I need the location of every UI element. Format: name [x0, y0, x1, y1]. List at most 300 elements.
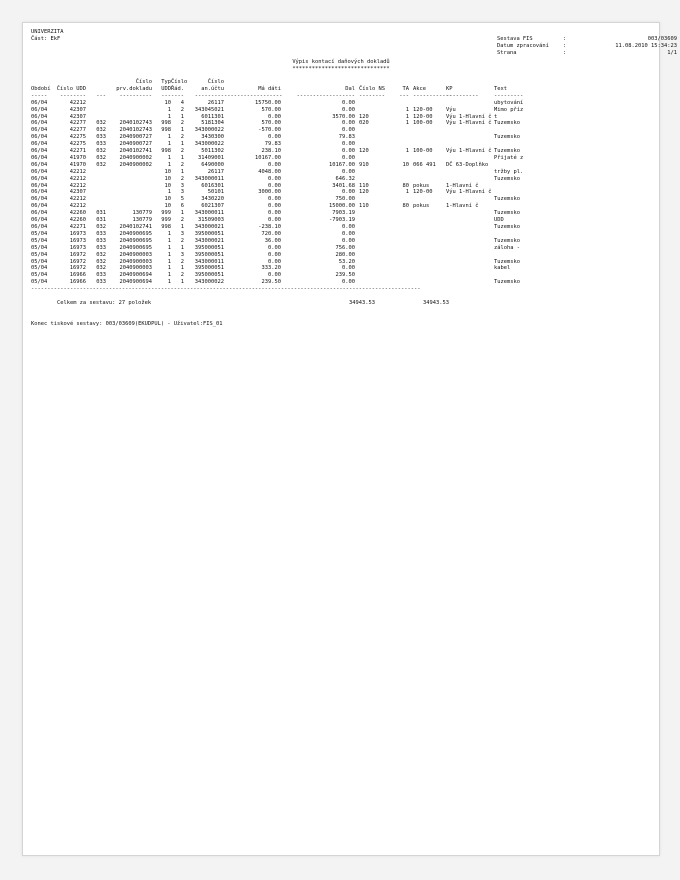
separator-segment: ---	[96, 92, 106, 99]
table-row	[31, 210, 651, 217]
cell-line-number: 3	[180, 189, 184, 196]
cell-udd-type: 1	[167, 251, 171, 258]
cell-account: 343000011	[194, 175, 224, 182]
cell-primary-document: 2040900003	[119, 265, 152, 272]
cell-line-number: 6	[180, 203, 184, 210]
column-header-line1	[31, 79, 52, 86]
column-header-line1	[86, 79, 106, 86]
cell-period: 05/04	[31, 244, 48, 251]
cell-activity-type: 1	[405, 106, 409, 113]
cell-action: 120-00	[413, 106, 433, 113]
cell-account: 343000022	[194, 127, 224, 134]
column-header-series	[86, 79, 106, 93]
cell-primary-document: 2040900727	[119, 134, 152, 141]
cell-account: 6021307	[201, 203, 224, 210]
cell-kp: Výu	[446, 106, 456, 113]
cell-udd-number: 42260	[69, 210, 86, 217]
column-header-line1	[52, 79, 86, 86]
cell-udd-type: 1	[167, 272, 171, 279]
table-row	[31, 196, 651, 203]
header-left	[31, 29, 63, 43]
cell-primary-document: 2040102741	[119, 148, 152, 155]
cell-debit: 333.20	[261, 265, 281, 272]
cell-credit: 0.00	[342, 265, 355, 272]
cell-line-number: 1	[180, 168, 184, 175]
cell-account: 6011301	[201, 113, 224, 120]
column-header-primary-document	[106, 79, 152, 93]
column-header-line1: Číslo	[207, 79, 224, 85]
column-header-line1	[359, 79, 391, 86]
cell-udd-number: 42275	[69, 134, 86, 141]
cell-period: 05/04	[31, 258, 48, 265]
cell-line-number: 5	[180, 196, 184, 203]
table-row	[31, 245, 651, 252]
column-header-account	[184, 79, 224, 93]
cell-debit: 4048.00	[258, 168, 281, 175]
cell-udd-number: 16972	[69, 265, 86, 272]
cell-account: 5181304	[201, 120, 224, 127]
table-row	[31, 162, 651, 169]
table-row	[31, 265, 651, 272]
cell-udd-number: 42212	[69, 196, 86, 203]
cell-line-number: 2	[180, 134, 184, 141]
cell-udd-type: 1	[167, 237, 171, 244]
cell-udd-type: 1	[167, 230, 171, 237]
cell-period: 06/04	[31, 210, 48, 217]
cell-series: 032	[96, 224, 106, 231]
table-row	[31, 127, 651, 134]
cell-account: 31509003	[198, 217, 224, 224]
cell-udd-number: 42277	[69, 120, 86, 127]
cell-debit: 0.00	[268, 161, 281, 168]
column-header-line-number	[171, 79, 188, 93]
cell-account: 343045021	[194, 106, 224, 113]
cell-line-number: 1	[180, 279, 184, 286]
cell-debit: 0.00	[268, 251, 281, 258]
cell-period: 06/04	[31, 182, 48, 189]
cell-line-number: 1	[180, 113, 184, 120]
cell-line-number: 3	[180, 182, 184, 189]
cell-account: 343000021	[194, 237, 224, 244]
cell-line-number: 1	[180, 244, 184, 251]
separator-segment: ---	[399, 92, 409, 99]
table-row	[31, 114, 651, 121]
cell-credit: 10167.00	[329, 161, 355, 168]
cell-account: 343000011	[194, 258, 224, 265]
cell-activity-type: 1	[405, 120, 409, 127]
cell-debit: 570.00	[261, 106, 281, 113]
date-label: Datum zpracování	[496, 42, 549, 49]
table-row	[31, 189, 651, 196]
cell-primary-document: 2040900727	[119, 141, 152, 148]
column-header-line2: Text	[494, 85, 507, 92]
cell-account: 343000022	[194, 279, 224, 286]
cell-credit: 0.00	[342, 279, 355, 286]
cell-debit: 0.00	[268, 258, 281, 265]
cell-debit: 0.00	[268, 196, 281, 203]
cell-debit: 720.00	[261, 230, 281, 237]
cell-period: 06/04	[31, 141, 48, 148]
cell-udd-type: 1	[167, 106, 171, 113]
cell-line-number: 2	[180, 272, 184, 279]
cell-primary-document: 2040102743	[119, 127, 152, 134]
cell-period: 06/04	[31, 168, 48, 175]
separator-segment: ------------	[413, 92, 452, 99]
report-id-row	[471, 29, 677, 42]
cell-credit: 0.00	[342, 224, 355, 231]
cell-udd-type: 998	[161, 120, 171, 127]
cell-series: 032	[96, 127, 106, 134]
cell-text: Tuzemsko	[494, 237, 520, 244]
table-row	[31, 224, 651, 231]
cell-credit: 280.00	[335, 251, 355, 258]
column-header-line2: Dal	[345, 85, 355, 92]
cell-account: 31409001	[198, 154, 224, 161]
cell-udd-number: 42212	[69, 168, 86, 175]
cell-udd-number: 42271	[69, 224, 86, 231]
cell-account: 26117	[207, 168, 224, 175]
cell-debit: 0.00	[268, 210, 281, 217]
page-value: 1/1	[667, 49, 677, 56]
cell-series: 033	[96, 244, 106, 251]
cell-cost-center: 910	[359, 161, 369, 168]
cell-text: záloha -	[494, 244, 520, 251]
cell-text: Tuzemsko	[494, 196, 520, 203]
cell-line-number: 1	[180, 210, 184, 217]
cell-credit: 53.20	[338, 258, 355, 265]
cell-text: Tuzemsko	[494, 120, 520, 127]
cell-account: 395000051	[194, 244, 224, 251]
cell-series: 032	[96, 148, 106, 155]
cell-line-number: 1	[180, 265, 184, 272]
cell-account: 26117	[207, 99, 224, 106]
cell-udd-type: 1	[167, 279, 171, 286]
cell-period: 06/04	[31, 134, 48, 141]
cell-text: Tuzemsko	[494, 175, 520, 182]
table-row	[31, 100, 651, 107]
cell-udd-number: 42307	[69, 189, 86, 196]
cell-credit: 3401.68	[332, 182, 355, 189]
end-of-report: Konec tiskové sestavy: 003/03609(EKUDPUL) - Uživatel:FIS_01	[31, 320, 223, 327]
cell-text: Tuzemsko	[494, 224, 520, 231]
cell-line-number: 1	[180, 127, 184, 134]
cell-kp: 1-Hlavní č	[446, 182, 479, 189]
date-value: 11.08.2010 15:34:23	[615, 42, 677, 49]
cell-debit: 239.50	[261, 279, 281, 286]
cell-series: 033	[96, 279, 106, 286]
cell-account: 343000022	[194, 141, 224, 148]
separator-segment: ----------	[446, 92, 479, 99]
header-separator	[31, 93, 651, 100]
cell-period: 05/04	[31, 279, 48, 286]
report-title: Výpis kontací daňových dokladů	[292, 59, 390, 65]
column-header-line2: an.účtu	[201, 85, 224, 92]
cell-text: tržby pl.	[494, 168, 524, 175]
cell-udd-number: 42260	[69, 217, 86, 224]
table-row	[31, 176, 651, 183]
report-colon: :	[562, 35, 567, 42]
cell-kp: Výu 1-Hlavní č	[446, 189, 492, 196]
report-label: Sestava FIS	[496, 35, 533, 42]
cell-series: 032	[96, 258, 106, 265]
column-header-cost-center	[355, 79, 391, 93]
cell-debit: 15750.00	[255, 99, 281, 106]
column-header-line1	[224, 79, 281, 86]
cell-udd-type: 1	[167, 244, 171, 251]
cell-line-number: 2	[180, 217, 184, 224]
cell-series: 031	[96, 217, 106, 224]
cell-text: UDD	[494, 217, 504, 224]
cell-udd-number: 42307	[69, 106, 86, 113]
cell-udd-number: 42212	[69, 175, 86, 182]
cell-credit: 0.00	[342, 127, 355, 134]
bottom-separator: ------------------------------------------------------------------------------------------------------------------------	[31, 286, 421, 292]
cell-line-number: 1	[180, 224, 184, 231]
column-header-line1	[446, 79, 490, 86]
cell-udd-type: 1	[167, 265, 171, 272]
cell-primary-document: 2040102743	[119, 120, 152, 127]
cell-cost-center: 110	[359, 203, 369, 210]
separator-segment: --------	[359, 92, 385, 99]
cell-debit: 0.00	[268, 272, 281, 279]
separator-segment: ------------------	[224, 92, 283, 99]
cell-line-number: 1	[180, 154, 184, 161]
separator-segment: ---------	[494, 92, 524, 99]
cell-period: 06/04	[31, 175, 48, 182]
cell-udd-type: 1	[167, 258, 171, 265]
cell-debit: 0.00	[268, 244, 281, 251]
cell-line-number: 2	[180, 106, 184, 113]
cell-cost-center: 120	[359, 148, 369, 155]
cell-cost-center: 120	[359, 113, 369, 120]
column-header-line2: Období	[31, 85, 51, 92]
cell-udd-type: 10	[164, 168, 171, 175]
cell-kp: Výu 1-Hlavní č	[446, 113, 492, 120]
cell-udd-type: 999	[161, 217, 171, 224]
column-header-line1	[281, 79, 355, 86]
cell-credit: 750.00	[335, 196, 355, 203]
cell-primary-document: 130779	[132, 210, 152, 217]
cell-udd-number: 16966	[69, 272, 86, 279]
table-row	[31, 259, 651, 266]
cell-period: 06/04	[31, 106, 48, 113]
cell-account: 50101	[207, 189, 224, 196]
cell-action: 120-00	[413, 113, 433, 120]
table-row	[31, 183, 651, 190]
table-row	[31, 155, 651, 162]
cell-kp: Výu 1-Hlavní č	[446, 120, 492, 127]
cell-credit: 0.00	[342, 230, 355, 237]
column-header-line2: Akce	[413, 85, 426, 92]
cell-period: 06/04	[31, 196, 48, 203]
cell-period: 06/04	[31, 203, 48, 210]
cell-udd-number: 16973	[69, 244, 86, 251]
cell-action: 100-00	[413, 148, 433, 155]
cell-credit: 0.00	[342, 106, 355, 113]
report-value: 003/03609	[647, 35, 677, 42]
cell-series: 032	[96, 120, 106, 127]
column-header-line1: Číslo	[171, 79, 188, 85]
cell-line-number: 3	[180, 230, 184, 237]
cell-text: Tuzemsko	[494, 148, 520, 155]
totals-spacer	[31, 314, 651, 321]
cell-primary-document: 2040900003	[119, 258, 152, 265]
cell-line-number: 2	[180, 258, 184, 265]
cell-primary-document: 2040900695	[119, 244, 152, 251]
cell-credit: 0.00	[342, 154, 355, 161]
cell-text: ubytování	[494, 99, 524, 106]
separator-segment: --------	[60, 92, 86, 99]
cell-credit: 0.00	[342, 148, 355, 155]
table-row	[31, 272, 651, 279]
column-header-activity-type	[391, 79, 409, 93]
column-header-line1: Číslo	[135, 79, 152, 85]
cell-period: 06/04	[31, 189, 48, 196]
cell-primary-document: 2040900694	[119, 272, 152, 279]
cell-period: 06/04	[31, 148, 48, 155]
cell-udd-number: 42275	[69, 141, 86, 148]
cell-primary-document: 130779	[132, 217, 152, 224]
table-row	[31, 120, 651, 127]
cell-debit: 10167.00	[255, 154, 281, 161]
cell-primary-document: 2040900003	[119, 251, 152, 258]
cell-text: Tuzemsko	[494, 279, 520, 286]
total-debit: 34943.53	[349, 299, 375, 306]
cell-credit: 0.00	[342, 237, 355, 244]
cell-primary-document: 2040900002	[119, 161, 152, 168]
cell-series: 033	[96, 134, 106, 141]
cell-udd-number: 42212	[69, 203, 86, 210]
cell-text: Tuzemsko	[494, 258, 520, 265]
column-header-line2: UDD	[161, 85, 171, 92]
cell-udd-type: 1	[167, 113, 171, 120]
cell-udd-number: 41970	[69, 161, 86, 168]
column-header-action	[409, 79, 443, 93]
table-row	[31, 169, 651, 176]
table-row	[31, 134, 651, 141]
column-header-credit	[281, 79, 355, 93]
cell-udd-number: 42277	[69, 127, 86, 134]
cell-debit: -570.00	[258, 127, 281, 134]
cell-series: 032	[96, 251, 106, 258]
separator-segment: ------------------	[296, 92, 355, 99]
column-header-line2: Číslo NS	[359, 85, 385, 92]
cell-account: 395000051	[194, 272, 224, 279]
cell-period: 06/04	[31, 99, 48, 106]
cell-udd-type: 1	[167, 189, 171, 196]
cell-text: kabel	[494, 265, 511, 272]
cell-action: pokus	[413, 182, 430, 189]
cell-series: 032	[96, 161, 106, 168]
page-label: Strana	[496, 49, 517, 56]
cell-debit: 0.00	[268, 203, 281, 210]
cell-debit: 238.10	[261, 148, 281, 155]
cell-line-number: 2	[180, 175, 184, 182]
cell-period: 06/04	[31, 217, 48, 224]
cell-debit: 0.00	[268, 134, 281, 141]
cell-credit: 756.00	[335, 244, 355, 251]
column-header-line1	[413, 79, 443, 86]
column-header-line2: KP	[446, 85, 453, 92]
cell-account: 5011302	[201, 148, 224, 155]
cell-activity-type: 80	[402, 182, 409, 189]
column-header-line1	[391, 79, 409, 86]
cell-series: 033	[96, 230, 106, 237]
cell-credit: 79.83	[338, 134, 355, 141]
table-row	[31, 107, 651, 114]
total-label: Celkem za sestavu: 27 položek	[56, 299, 152, 306]
cell-udd-type: 1	[167, 154, 171, 161]
cell-credit: -7903.19	[329, 217, 355, 224]
cell-line-number: 4	[180, 99, 184, 106]
report-page	[22, 22, 677, 856]
cell-primary-document: 2040900002	[119, 154, 152, 161]
column-header-period	[31, 79, 52, 93]
column-header-line2: Číslo UDD	[56, 85, 86, 92]
cell-kp: Výu 1-Hlavní č	[446, 148, 492, 155]
cell-kp: 1-Hlavní č	[446, 203, 479, 210]
cell-debit: -238.10	[258, 224, 281, 231]
cell-udd-number: 16972	[69, 251, 86, 258]
cell-period: 05/04	[31, 237, 48, 244]
cell-series: 031	[96, 210, 106, 217]
separator-segment: ---	[161, 92, 171, 99]
table-row	[31, 203, 651, 210]
cell-period: 06/04	[31, 127, 48, 134]
cell-credit: 0.00	[342, 168, 355, 175]
column-header-kp	[443, 79, 490, 93]
header-right	[471, 29, 677, 56]
separator-segment: ----------	[119, 92, 152, 99]
cell-debit: 0.00	[268, 113, 281, 120]
cell-udd-number: 42212	[69, 182, 86, 189]
cell-credit: 0.00	[342, 99, 355, 106]
table-row	[31, 217, 651, 224]
column-header-row	[31, 79, 651, 93]
date-colon: :	[562, 42, 567, 49]
cell-udd-type: 1	[167, 141, 171, 148]
cell-debit: 0.00	[268, 217, 281, 224]
cell-debit: 3000.00	[258, 189, 281, 196]
separator-segment: ---------	[194, 92, 224, 99]
column-header-line1	[494, 79, 540, 86]
cell-credit: 0.00	[342, 120, 355, 127]
cell-udd-number: 42307	[69, 113, 86, 120]
cell-kp: DČ 63-Doplňko	[446, 161, 489, 168]
cell-udd-type: 10	[164, 196, 171, 203]
cell-period: 06/04	[31, 154, 48, 161]
cell-activity-type: 1	[405, 189, 409, 196]
cell-cost-center: 020	[359, 120, 369, 127]
cell-account: 6490000	[201, 161, 224, 168]
cell-udd-type: 10	[164, 175, 171, 182]
table-row	[31, 231, 651, 238]
cell-udd-type: 1	[167, 161, 171, 168]
cell-text: Tuzemsko	[494, 134, 520, 141]
cell-account: 3430220	[201, 196, 224, 203]
column-header-udd-type	[152, 79, 171, 93]
cell-period: 05/04	[31, 272, 48, 279]
cell-credit: 0.00	[342, 141, 355, 148]
cell-line-number: 3	[180, 251, 184, 258]
cell-line-number: 2	[180, 148, 184, 155]
cell-text: Tuzemsko	[494, 210, 520, 217]
cell-udd-number: 16973	[69, 237, 86, 244]
cell-series: 033	[96, 237, 106, 244]
column-header-debit	[224, 79, 281, 93]
column-header-line2: prv.dokladu	[116, 85, 152, 92]
cell-line-number: 2	[180, 120, 184, 127]
